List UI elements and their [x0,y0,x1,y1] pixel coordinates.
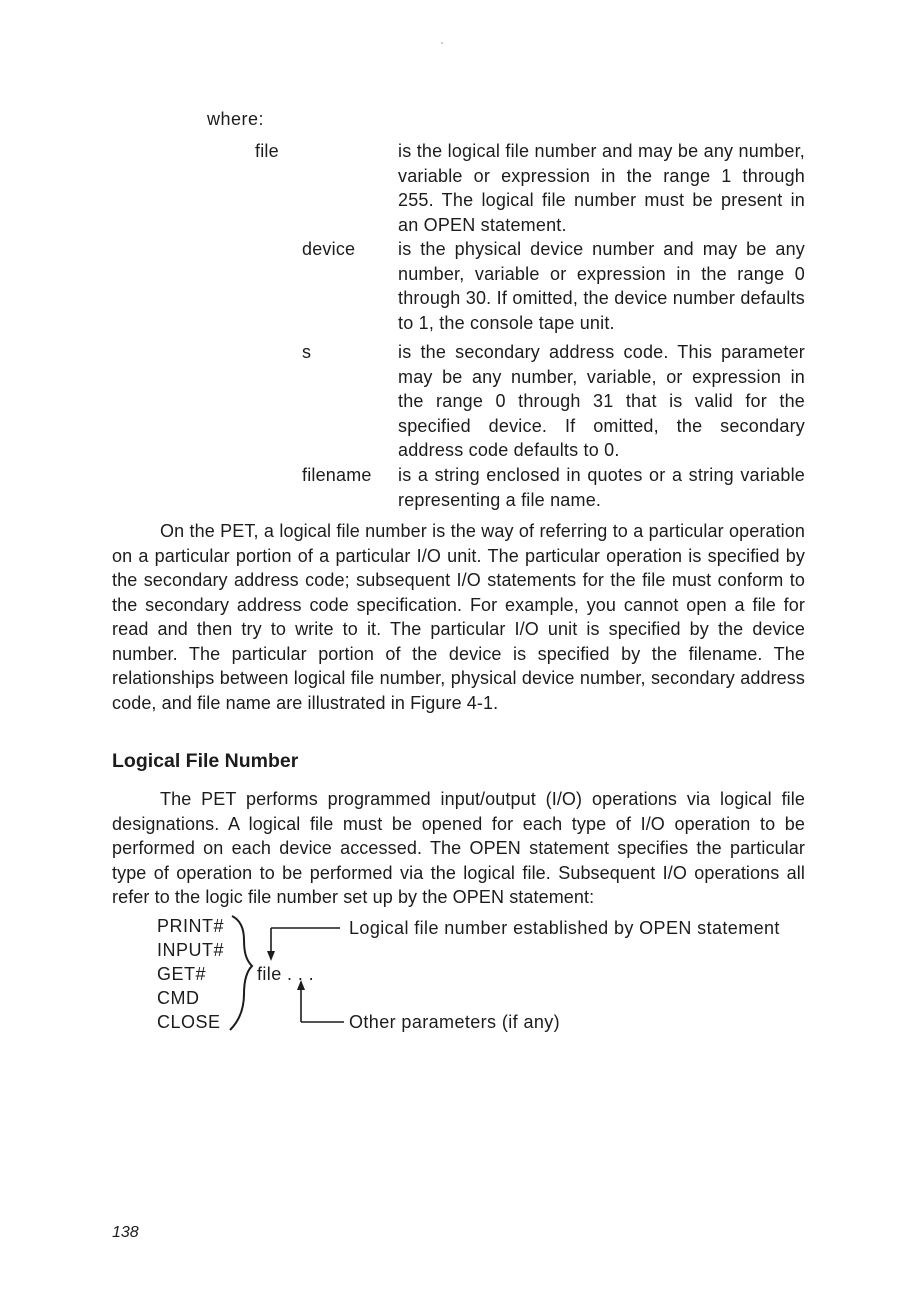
file-label: file . . . [257,964,315,984]
term-file: file [255,141,279,161]
top-arrow-head [267,951,275,961]
desc-s: is the secondary address code. This parameter may be any number, variable, or expression in the range 0 through 31 that is valid for the specified device. If omitted, the secondary address code defaults to 0. [398,342,805,460]
paragraph-2: The PET performs programmed input/output (I/O) operations via logical file designations. A logical file must be opened for each type of I/O operation to be performed on each device accessed. The OPEN statement specifies the particular type of operation to be performed via the logical file. Subsequent I/O operations all refer to the logic file number set up by the OPEN statement: [112,789,805,907]
term-device: device [302,239,356,259]
paragraph-1: On the PET, a logical file number is the way of referring to a particular operation on a particular portion of a particular I/O unit. The particular operation is specified by the secondary address code; subsequent I/O statements for the file must conform to the secondary address code specification. For example, you cannot open a file for read and then try to write to it. The particular I/O unit is specified by the device number. The particular portion of the device is specified by the filename. The relationships between logical file number, physical device number, secondary address code, and file name are illustrated in Figure 4-1. [112,521,805,713]
stmt-close: CLOSE [157,1012,221,1032]
page-number: 138 [112,1224,139,1241]
term-filename: filename [302,465,372,485]
top-note: Logical file number established by OPEN statement [349,918,780,938]
brace-symbol [230,916,252,1030]
stmt-get: GET# [157,964,207,984]
stmt-input: INPUT# [157,940,225,960]
section-heading: Logical File Number [112,750,299,772]
desc-file: is the logical file number and may be any number, variable or expression in the range 1 through 255. The logical file number must be present in an OPEN statement. [398,141,805,235]
desc-filename: is a string enclosed in quotes or a string variable representing a file name. [398,465,805,510]
term-s: s [302,342,312,362]
desc-device: is the physical device number and may be any number, variable or expression in the range 0 through 30. If omitted, the device number defaults to 1, the console tape unit. [398,239,805,333]
stmt-print: PRINT# [157,916,225,936]
bottom-note: Other parameters (if any) [349,1012,561,1032]
stmt-cmd: CMD [157,988,200,1008]
where-label: where: [207,109,265,129]
